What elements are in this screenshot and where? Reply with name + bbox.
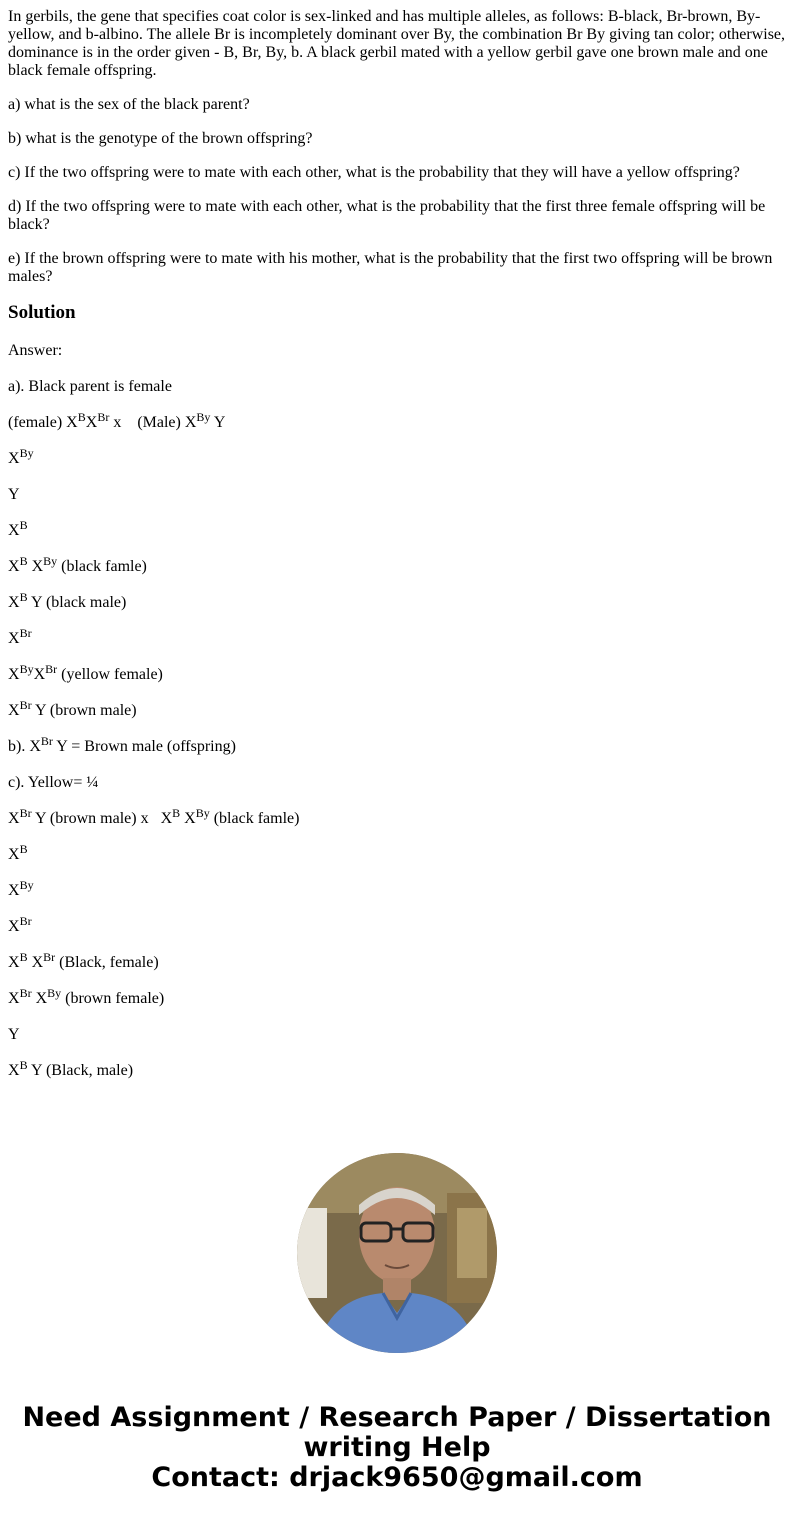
cross-2: $X^{Br}$ Y (brown male) x $X^B$ $X^{By}$ (black famle) xyxy=(8,806,300,827)
punnett1-header-2: Y xyxy=(8,486,20,503)
footer-line-2: writing Help xyxy=(303,1432,491,1463)
tutor-avatar xyxy=(297,1153,497,1353)
punnett1-cell-1-2: $X^B$ Y (black male) xyxy=(8,590,127,611)
footer-line-1: Need Assignment / Research Paper / Dissertation xyxy=(22,1402,772,1433)
punnett2-cell-1-2: $X^{Br}$ $X^{By}$ (brown female) xyxy=(8,986,165,1007)
footer-banner xyxy=(0,1403,794,1493)
punnett1-row-2: $X^{Br}$ xyxy=(8,626,32,647)
punnett2-cell-1-1: $X^B$ $X^{Br}$ (Black, female) xyxy=(8,950,159,971)
answer-b: b). $X^{Br}$ Y = Brown male (offspring) xyxy=(8,734,236,755)
punnett1-cell-2-2: $X^{Br}$ Y (brown male) xyxy=(8,698,137,719)
answer-label: Answer: xyxy=(8,342,63,359)
punnett2-cell-2-1: $X^B$ Y (Black, male) xyxy=(8,1058,134,1079)
question-intro: In gerbils, the gene that specifies coat color is sex-linked and has multiple alleles, as follows: B-black, Br-brown, By-yellow, and b-albino. The allele Br is incompletely dominant over By, the combination Br By giving tan color; otherwise, dominance is in the order given - B, Br, By, b. A black gerbil mated with a yellow gerbil gave one brown male and one black female offspring. xyxy=(8,8,786,79)
punnett1-row-1: $X^B$ xyxy=(8,518,28,539)
document-body xyxy=(8,8,786,1096)
question-d: d) If the two offspring were to mate with each other, what is the probability that the first three female offspring will be black? xyxy=(8,198,766,233)
question-c: c) If the two offspring were to mate with each other, what is the probability that they will have a yellow offspring? xyxy=(8,164,740,181)
answer-a: a). Black parent is female xyxy=(8,378,172,395)
punnett1-cell-2-1: $X^{By}X^{Br}$ (yellow female) xyxy=(8,662,163,683)
question-b: b) what is the genotype of the brown offspring? xyxy=(8,130,313,147)
punnett2-row-2: Y xyxy=(8,1026,20,1043)
punnett1-header-1: $X^{By}$ xyxy=(8,446,34,467)
punnett2-header-2: $X^{By}$ xyxy=(8,878,34,899)
answer-c: c). Yellow= ¼ xyxy=(8,774,99,791)
punnett1-cell-1-1: $X^B$ $X^{By}$ (black famle) xyxy=(8,554,147,575)
footer-contact: Contact: drjack9650@gmail.com xyxy=(151,1462,643,1493)
tutor-portrait-icon xyxy=(297,1153,497,1353)
solution-heading: Solution xyxy=(8,302,76,323)
question-a: a) what is the sex of the black parent? xyxy=(8,96,250,113)
question-e: e) If the brown offspring were to mate with his mother, what is the probability that the first two offspring will be brown males? xyxy=(8,250,773,285)
punnett2-row-1: $X^{Br}$ xyxy=(8,914,32,935)
cross-1: (female) $X^BX^{Br}$ x (Male) $X^{By}$ Y xyxy=(8,410,226,431)
punnett2-header-1: $X^B$ xyxy=(8,842,28,863)
